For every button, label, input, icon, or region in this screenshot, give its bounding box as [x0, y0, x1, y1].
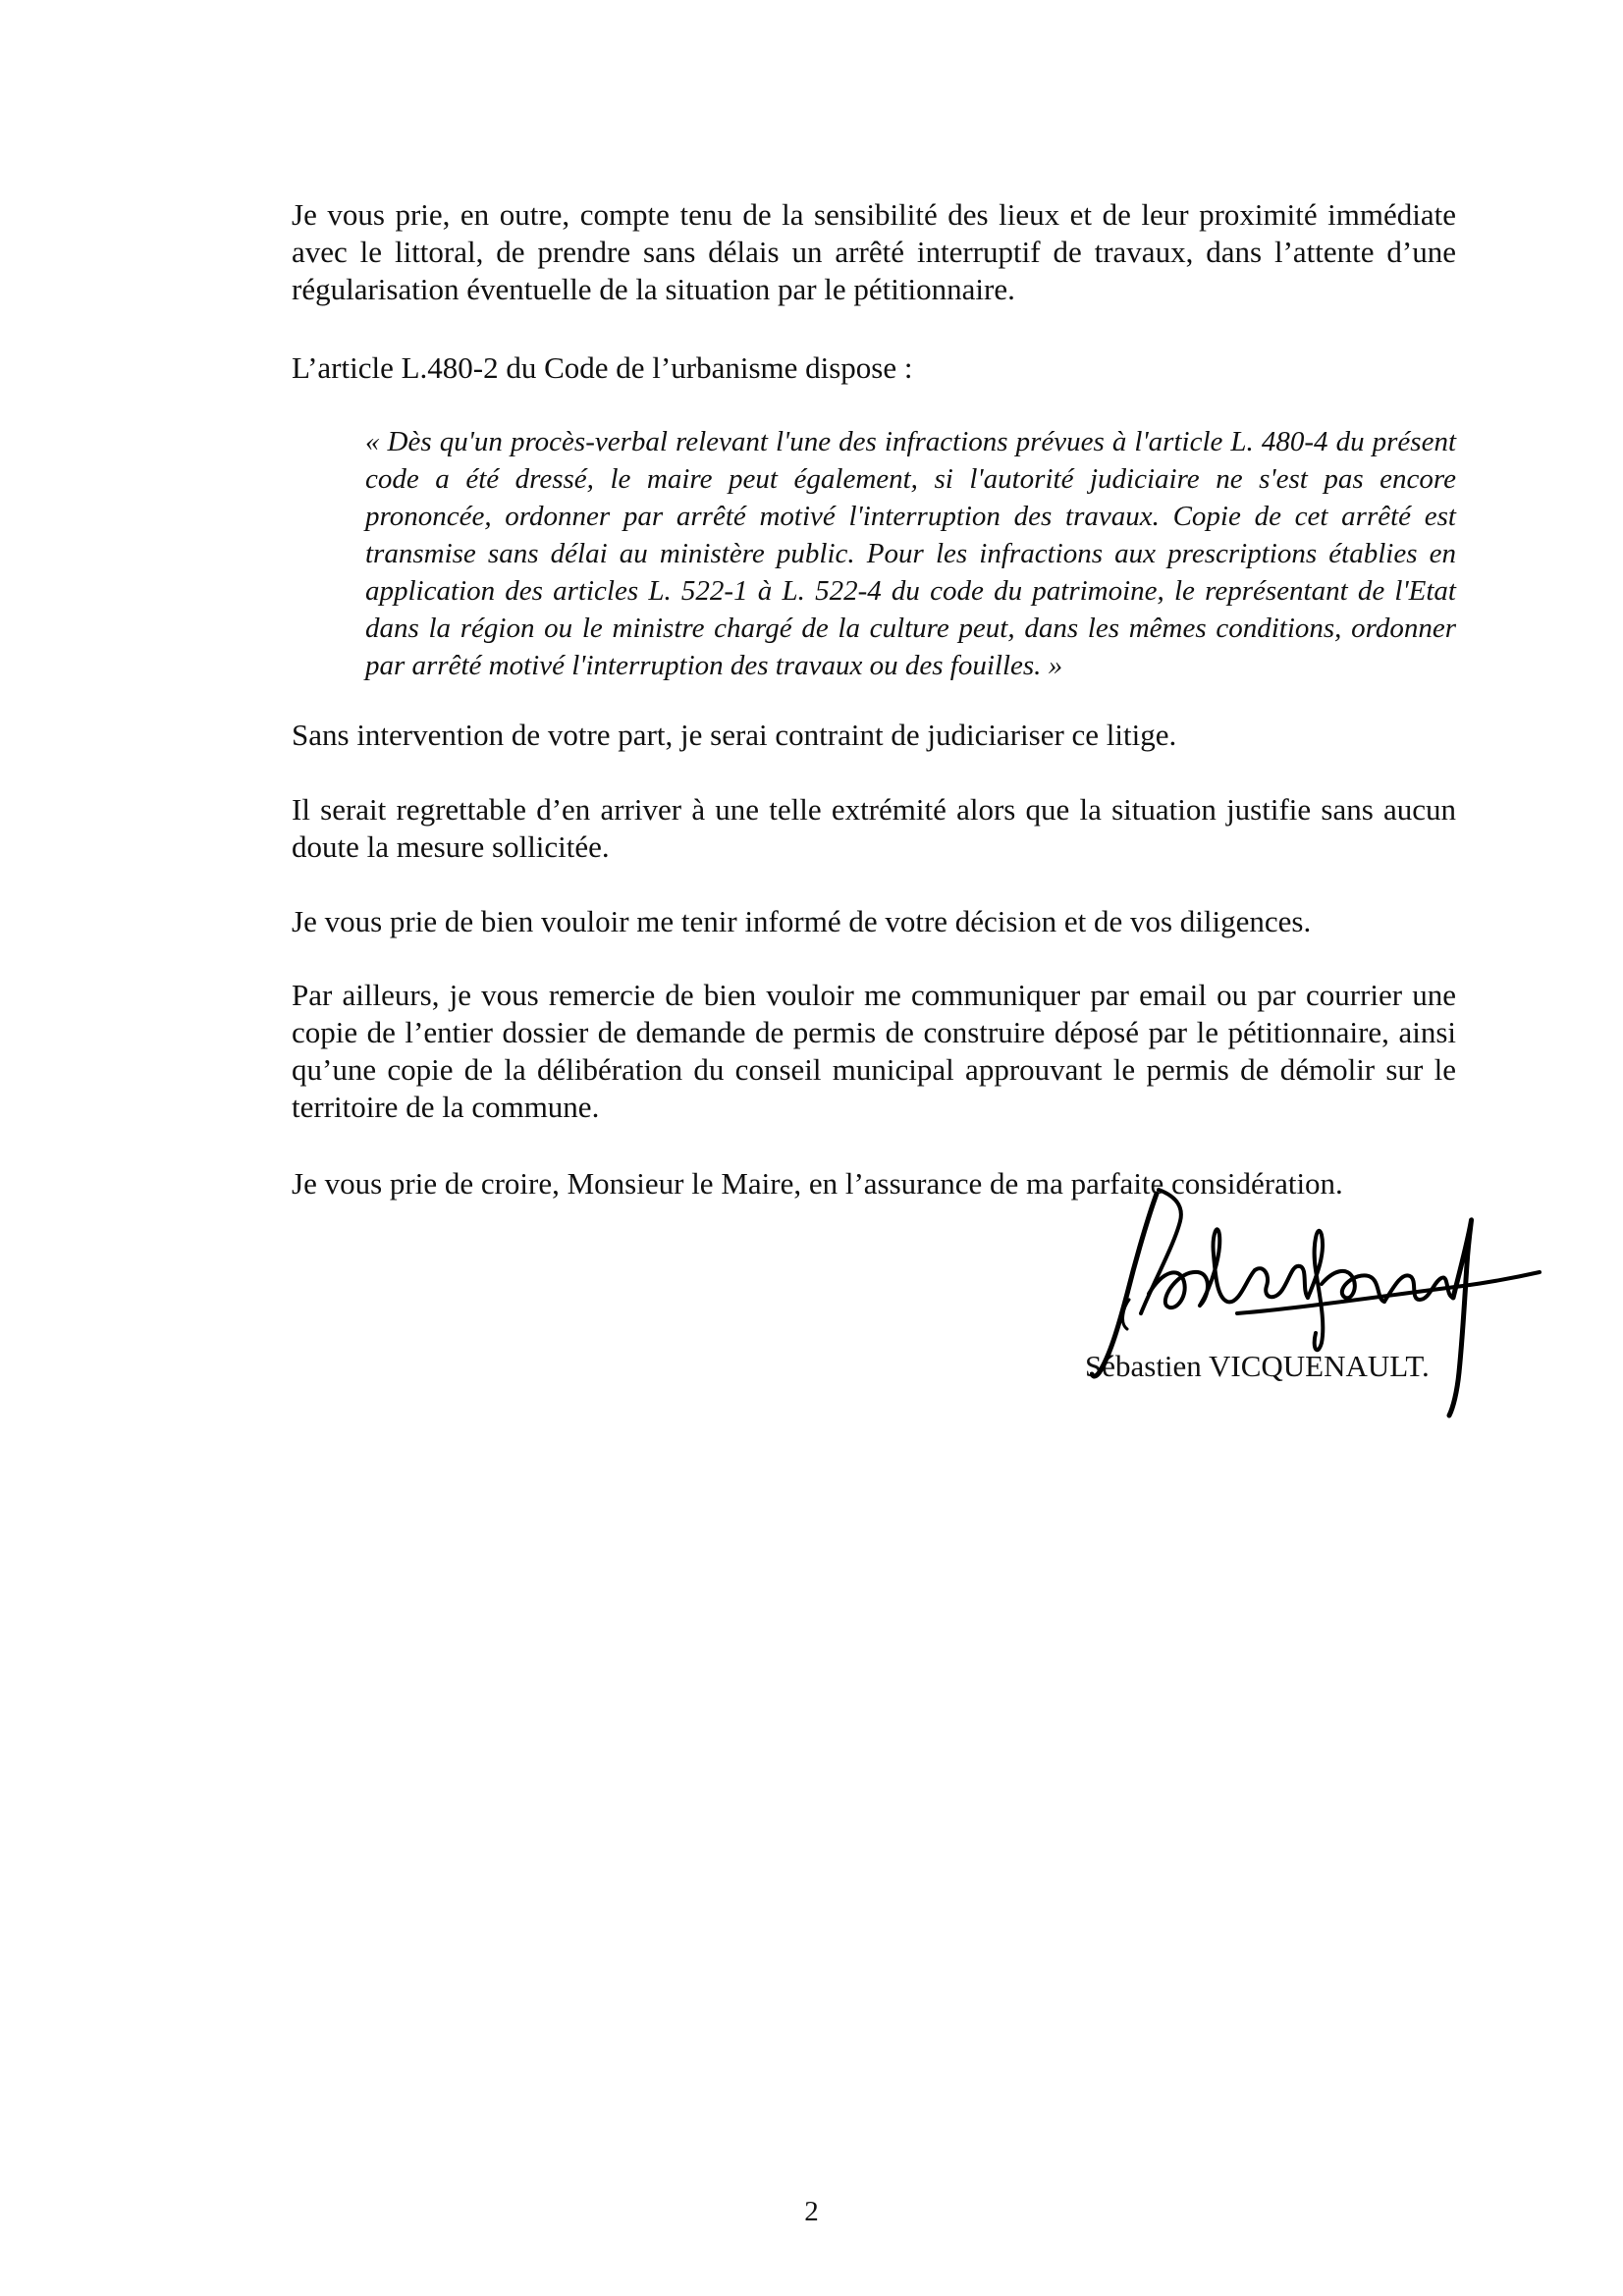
paragraph-keep-informed: Je vous prie de bien vouloir me tenir informé de votre décision et de vos diligences. — [292, 904, 1312, 938]
legal-quote: « Dès qu'un procès-verbal relevant l'une des infractions prévues à l'article L. 480-4 du présent code a été dressé, le maire peut également, si l'autorité judiciaire ne s'est pas encore prononcée, ordonner par arrêté motivé l'interruption des travaux. Copie de cet arrêté est transmise sans délai au ministère public. Pour les infractions aux prescriptions établies en application des articles L. 522-1 à L. 522-4 du code du patrimoine, le représentant de l'Etat dans la région ou le ministre chargé de la culture peut, dans les mêmes conditions, ordonner par arrêté motivé l'interruption des travaux ou des fouilles. » — [365, 426, 1456, 681]
paragraph-document-request: Par ailleurs, je vous remercie de bien vouloir me communiquer par email ou par courrier une copie de l’entier dossier de demande de permis de construire déposé par le pétitionnaire, ainsi qu’une copie de la délibération du conseil municipal approuvant le permis de démolir sur le territoire de la commune. — [292, 978, 1456, 1124]
paragraph-judicial-warning: Sans intervention de votre part, je serai contraint de judiciariser ce litige. — [292, 718, 1177, 752]
paragraph-request-interruption: Je vous prie, en outre, compte tenu de la sensibilité des lieux et de leur proximité immédiate avec le littoral, de prendre sans délais un arrêté interruptif de travaux, dans l’attente d’une régularisation éventuelle de la situation par le pétitionnaire. — [292, 197, 1456, 306]
handwritten-signature — [1090, 1176, 1542, 1419]
page-number: 2 — [804, 2196, 819, 2227]
paragraph-article-intro: L’article L.480-2 du Code de l’urbanisme dispose : — [292, 350, 913, 385]
signatory-name: Sébastien VICQUENAULT. — [1085, 1349, 1430, 1383]
paragraph-closing-formula: Je vous prie de croire, Monsieur le Maire, en l’assurance de ma parfaite considération. — [292, 1166, 1343, 1201]
paragraph-regret: Il serait regrettable d’en arriver à une telle extrémité alors que la situation justifie sans aucun doute la mesure sollicitée. — [292, 792, 1456, 864]
